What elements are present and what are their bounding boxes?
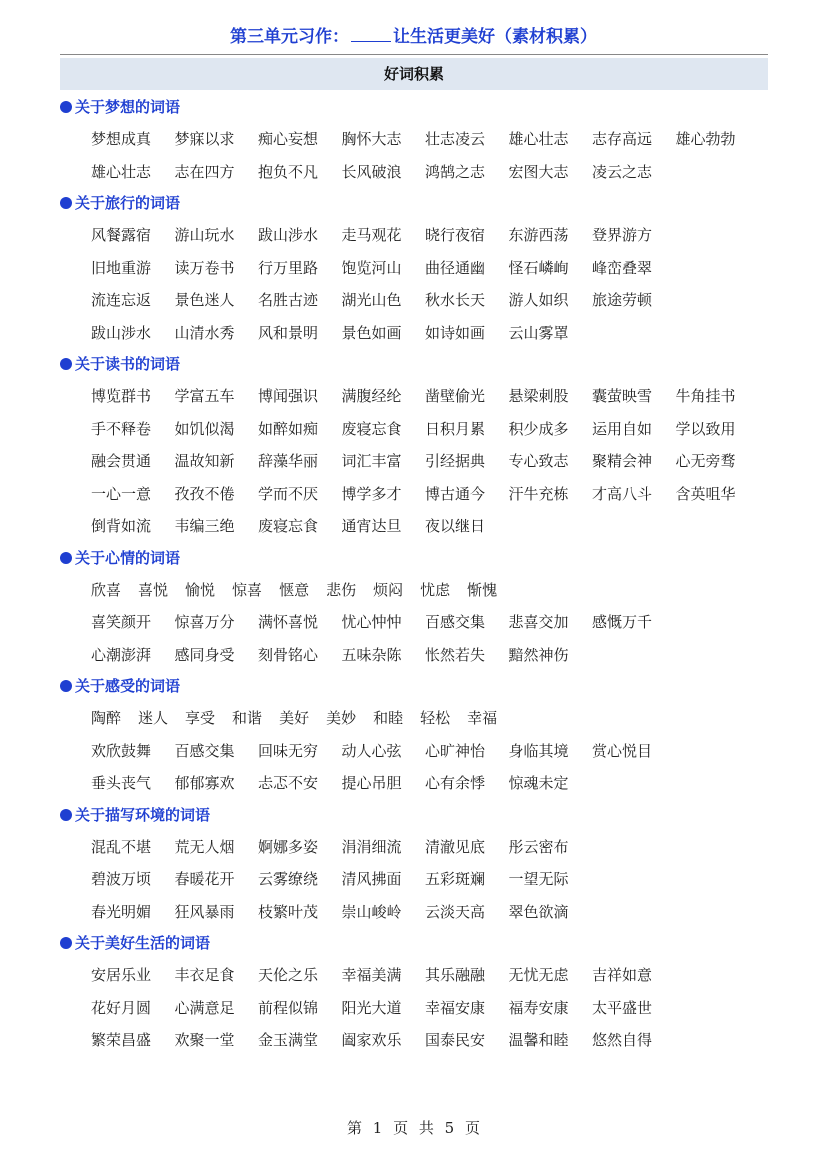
word-item: 前程似锦 — [258, 998, 319, 1017]
bullet-dot-icon — [60, 809, 72, 821]
word-item: 旅途劳顿 — [592, 291, 653, 309]
word-row — [60, 735, 780, 768]
word-item: 如诗如画 — [425, 323, 486, 342]
word-item: 吉祥如意 — [592, 966, 653, 984]
section-heading — [60, 92, 780, 123]
word-item: 百感交集 — [425, 613, 486, 631]
word-item: 彤云密布 — [508, 837, 569, 856]
word-item: 博闻强识 — [258, 387, 319, 405]
word-item: 废寝忘食 — [341, 419, 402, 438]
word-row — [60, 606, 780, 639]
word-row — [60, 831, 780, 864]
word-item: 凿壁偷光 — [425, 387, 486, 405]
word-item: 孜孜不倦 — [174, 484, 235, 503]
section-band: 好词积累 — [60, 58, 768, 90]
word-item: 幸福美满 — [341, 966, 402, 984]
word-item: 山清水秀 — [174, 323, 235, 342]
word-item: 博古通今 — [425, 484, 486, 503]
word-item: 垂头丧气 — [91, 774, 152, 792]
word-item: 太平盛世 — [592, 998, 653, 1017]
section-heading — [60, 928, 780, 959]
word-item: 雄心壮志 — [508, 130, 569, 148]
word-item: 雄心勃勃 — [675, 130, 736, 148]
word-item: 婀娜多姿 — [258, 837, 319, 856]
word-item: 云山雾罩 — [508, 323, 569, 342]
word-item: 美妙 — [326, 709, 357, 727]
section-heading — [60, 349, 780, 380]
word-item: 如饥似渴 — [174, 419, 235, 438]
word-row — [60, 413, 780, 446]
word-item: 志在四方 — [174, 162, 235, 181]
word-item: 东游西荡 — [508, 226, 569, 244]
word-row — [60, 574, 780, 607]
word-item: 郁郁寡欢 — [174, 774, 235, 792]
word-item: 忧心忡忡 — [341, 613, 402, 631]
word-item: 才高八斗 — [592, 484, 653, 503]
word-item: 牛角挂书 — [675, 387, 736, 405]
section-heading — [60, 671, 780, 702]
word-item: 走马观花 — [341, 226, 402, 244]
word-item: 春暖花开 — [174, 870, 235, 888]
section-title: 关于读书的词语 — [75, 355, 181, 373]
word-item: 积少成多 — [508, 419, 569, 438]
word-row — [60, 959, 780, 992]
word-item: 惊喜 — [232, 580, 263, 599]
word-item: 鸿鹄之志 — [425, 162, 486, 181]
word-item: 博学多才 — [341, 484, 402, 503]
word-item: 景色如画 — [341, 323, 402, 342]
word-item: 混乱不堪 — [91, 837, 152, 856]
word-item: 赏心悦目 — [592, 741, 653, 760]
section-title: 关于梦想的词语 — [75, 98, 181, 116]
word-item: 引经据典 — [425, 452, 486, 470]
word-item: 游人如织 — [508, 291, 569, 309]
word-item: 如醉如痴 — [258, 419, 319, 438]
bullet-dot-icon — [60, 552, 72, 564]
page-footer: 第 1 页 共 5 页 — [347, 1119, 480, 1137]
word-item: 痴心妄想 — [258, 130, 319, 148]
word-item: 崇山峻岭 — [341, 902, 402, 921]
word-row — [60, 156, 780, 189]
word-item: 云淡天高 — [425, 902, 486, 921]
word-item: 心潮澎湃 — [91, 645, 152, 664]
word-item: 长风破浪 — [341, 162, 402, 181]
word-item: 学富五车 — [174, 387, 235, 405]
word-item: 悠然自得 — [592, 1031, 653, 1049]
word-item: 和谐 — [232, 709, 263, 727]
word-item: 惬意 — [279, 580, 310, 599]
word-item: 黯然神伤 — [508, 645, 569, 664]
word-item: 跋山涉水 — [258, 226, 319, 244]
word-item: 忧虑 — [420, 580, 451, 599]
word-item: 行万里路 — [258, 258, 319, 277]
word-item: 碧波万顷 — [91, 870, 152, 888]
word-item: 含英咀华 — [675, 484, 736, 503]
word-item: 游山玩水 — [174, 226, 235, 244]
word-item: 流连忘返 — [91, 291, 152, 309]
word-item: 悬梁刺股 — [508, 387, 569, 405]
word-item: 景色迷人 — [174, 291, 235, 309]
word-item: 惊喜万分 — [174, 613, 235, 631]
word-item: 辞藻华丽 — [258, 452, 319, 470]
word-item: 韦编三绝 — [174, 517, 235, 535]
word-item: 翠色欲滴 — [508, 902, 569, 921]
bullet-dot-icon — [60, 680, 72, 692]
word-item: 荒无人烟 — [174, 837, 235, 856]
word-item: 融会贯通 — [91, 452, 152, 470]
word-item: 峰峦叠翠 — [592, 258, 653, 277]
word-row — [60, 896, 780, 929]
word-row — [60, 317, 780, 350]
section-heading — [60, 188, 780, 219]
word-item: 阳光大道 — [341, 998, 402, 1017]
word-row — [60, 510, 780, 543]
word-item: 登界游方 — [592, 226, 653, 244]
word-item: 读万卷书 — [174, 258, 235, 277]
bullet-dot-icon — [60, 197, 72, 209]
word-item: 夜以继日 — [425, 517, 486, 535]
word-item: 雄心壮志 — [91, 162, 152, 181]
word-item: 悲喜交加 — [508, 613, 569, 631]
word-item: 梦想成真 — [91, 130, 152, 148]
word-item: 秋水长天 — [425, 291, 486, 309]
word-item: 金玉满堂 — [258, 1031, 319, 1049]
word-item: 风和景明 — [258, 323, 319, 342]
word-item: 清澈见底 — [425, 837, 486, 856]
word-item: 晓行夜宿 — [425, 226, 486, 244]
word-item: 欢欣鼓舞 — [91, 741, 152, 760]
word-item: 梦寐以求 — [174, 130, 235, 148]
section-title: 关于心情的词语 — [75, 548, 181, 567]
word-item: 狂风暴雨 — [174, 902, 235, 921]
word-item: 幸福 — [467, 709, 498, 727]
word-item: 日积月累 — [425, 419, 486, 438]
word-item: 风餐露宿 — [91, 226, 152, 244]
word-item: 轻松 — [420, 709, 451, 727]
word-row — [60, 123, 780, 156]
word-item: 通宵达旦 — [341, 517, 402, 535]
word-item: 手不释卷 — [91, 419, 152, 438]
word-row — [60, 219, 780, 252]
bullet-dot-icon — [60, 358, 72, 370]
document-title — [0, 22, 827, 47]
word-item: 花好月圆 — [91, 998, 152, 1017]
section-title: 关于感受的词语 — [75, 677, 181, 695]
word-item: 废寝忘食 — [258, 517, 319, 535]
word-item: 烦闷 — [373, 580, 404, 599]
word-item: 志存高远 — [592, 130, 653, 148]
word-item: 囊萤映雪 — [592, 387, 653, 405]
word-item: 聚精会神 — [592, 452, 653, 470]
word-item: 一望无际 — [508, 870, 569, 888]
word-item: 欣喜 — [91, 580, 122, 599]
word-item: 运用自如 — [592, 419, 653, 438]
word-item: 无忧无虑 — [508, 966, 569, 984]
title-prefix: 第三单元习作： — [230, 27, 349, 47]
word-item: 惭愧 — [467, 580, 498, 599]
word-sections — [60, 92, 780, 1057]
word-item: 怅然若失 — [425, 645, 486, 664]
word-item: 幸福安康 — [425, 998, 486, 1017]
word-item: 温馨和睦 — [508, 1031, 569, 1049]
word-row — [60, 478, 780, 511]
word-item: 涓涓细流 — [341, 837, 402, 856]
word-item: 福寿安康 — [508, 998, 569, 1017]
word-item: 春光明媚 — [91, 902, 152, 921]
section-title: 关于美好生活的词语 — [75, 934, 211, 952]
word-item: 忐忑不安 — [258, 774, 319, 792]
section-title: 关于描写环境的词语 — [75, 805, 211, 824]
word-item: 感慨万千 — [592, 613, 653, 631]
word-item: 安居乐业 — [91, 966, 152, 984]
word-item: 丰衣足食 — [174, 966, 235, 984]
word-row — [60, 639, 780, 672]
word-item: 温故知新 — [174, 452, 235, 470]
section-heading — [60, 800, 780, 831]
word-item: 其乐融融 — [425, 966, 486, 984]
word-item: 汗牛充栋 — [508, 484, 569, 503]
word-item: 曲径通幽 — [425, 258, 486, 277]
word-item: 湖光山色 — [341, 291, 402, 309]
word-item: 跋山涉水 — [91, 323, 152, 342]
word-item: 博览群书 — [91, 387, 152, 405]
word-item: 凌云之志 — [592, 162, 653, 181]
word-item: 满腹经纶 — [341, 387, 402, 405]
word-item: 繁荣昌盛 — [91, 1031, 152, 1049]
word-item: 惊魂未定 — [508, 774, 569, 792]
word-item: 天伦之乐 — [258, 966, 319, 984]
word-item: 陶醉 — [91, 709, 122, 727]
word-item: 享受 — [185, 709, 216, 727]
word-item: 欢聚一堂 — [174, 1031, 235, 1049]
word-item: 词汇丰富 — [341, 452, 402, 470]
word-item: 喜悦 — [138, 580, 169, 599]
word-item: 刻骨铭心 — [258, 645, 319, 664]
word-item: 喜笑颜开 — [91, 613, 152, 631]
section-heading — [60, 543, 780, 574]
word-row — [60, 702, 780, 735]
title-blank-line — [351, 27, 391, 42]
word-row — [60, 252, 780, 285]
word-item: 旧地重游 — [91, 258, 152, 277]
word-item: 国泰民安 — [425, 1031, 486, 1049]
word-item: 五彩斑斓 — [425, 870, 486, 888]
word-row — [60, 380, 780, 413]
word-item: 迷人 — [138, 709, 169, 727]
word-item: 回味无穷 — [258, 741, 319, 760]
word-item: 枝繁叶茂 — [258, 902, 319, 921]
word-item: 学而不厌 — [258, 484, 319, 503]
word-item: 云雾缭绕 — [258, 870, 319, 888]
header-rule — [60, 54, 768, 55]
bullet-dot-icon — [60, 937, 72, 949]
word-row — [60, 1024, 780, 1057]
word-item: 五味杂陈 — [341, 645, 402, 664]
word-item: 宏图大志 — [508, 162, 569, 181]
word-item: 专心致志 — [508, 452, 569, 470]
word-row — [60, 863, 780, 896]
word-item: 感同身受 — [174, 645, 235, 664]
word-item: 提心吊胆 — [341, 774, 402, 792]
word-item: 美好 — [279, 709, 310, 727]
word-item: 心有余悸 — [425, 774, 486, 792]
word-item: 心旷神怡 — [425, 741, 486, 760]
word-item: 阖家欢乐 — [341, 1031, 402, 1049]
word-item: 名胜古迹 — [258, 291, 319, 309]
word-item: 悲伤 — [326, 580, 357, 599]
word-item: 心满意足 — [174, 998, 235, 1017]
word-item: 抱负不凡 — [258, 162, 319, 181]
bullet-dot-icon — [60, 101, 72, 113]
word-item: 怪石嶙峋 — [508, 258, 569, 277]
section-title: 关于旅行的词语 — [75, 194, 181, 212]
word-item: 愉悦 — [185, 580, 216, 599]
word-item: 身临其境 — [508, 741, 569, 760]
word-item: 壮志凌云 — [425, 130, 486, 148]
word-item: 倒背如流 — [91, 517, 152, 535]
word-row — [60, 992, 780, 1025]
title-suffix: 让生活更美好（素材积累） — [393, 27, 597, 47]
word-row — [60, 284, 780, 317]
word-row — [60, 767, 780, 800]
word-row — [60, 445, 780, 478]
word-item: 百感交集 — [174, 741, 235, 760]
word-item: 心无旁骛 — [675, 452, 736, 470]
word-item: 学以致用 — [675, 419, 736, 438]
word-item: 清风拂面 — [341, 870, 402, 888]
word-item: 和睦 — [373, 709, 404, 727]
word-item: 饱览河山 — [341, 258, 402, 277]
word-item: 满怀喜悦 — [258, 613, 319, 631]
word-item: 一心一意 — [91, 484, 152, 503]
word-item: 动人心弦 — [341, 741, 402, 760]
word-item: 胸怀大志 — [341, 130, 402, 148]
